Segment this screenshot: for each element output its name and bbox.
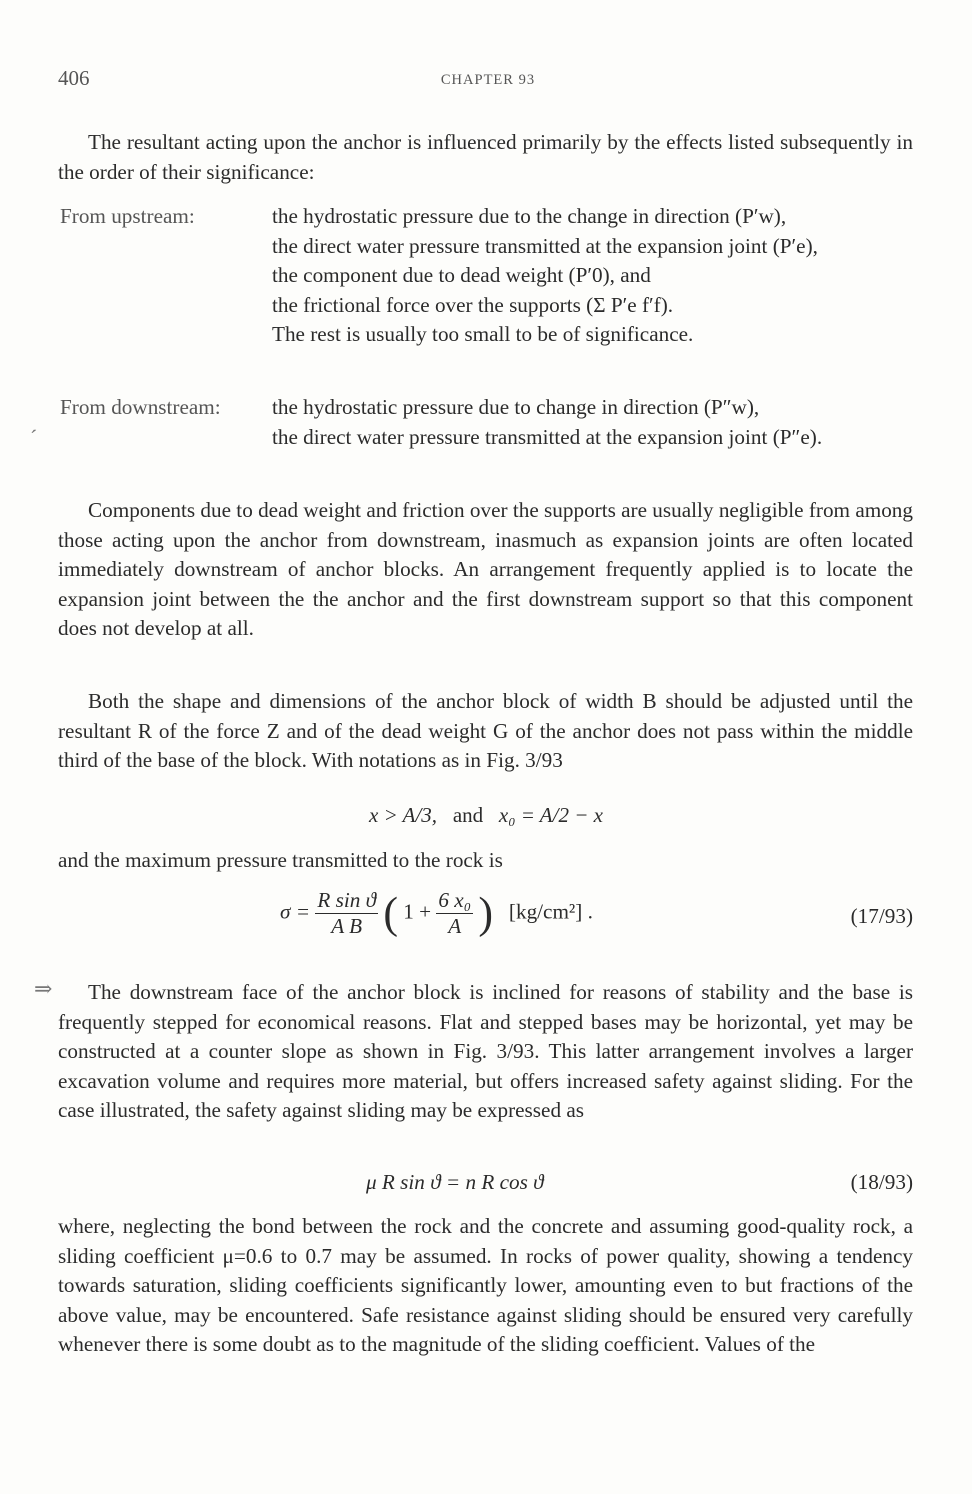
upstream-item: the hydrostatic pressure due to the change in direction (P′w), [272,204,787,228]
equation-17 [58,888,913,948]
downstream-item: the direct water pressure transmitted at the expansion joint (P″e). [272,424,823,449]
page-header [58,66,918,96]
margin-mark: ˊ [30,425,38,450]
equation-17-body [280,888,593,939]
eq-inner-numerator: 6 x₀ [438,888,472,912]
upstream-item: The rest is usually too small to be of significance. [272,322,694,346]
upstream-item: the direct water pressure transmitted at the expansion joint (P′e), [272,233,818,258]
upstream-item: the component due to dead weight (P′0), and [272,263,651,287]
paragraph-4 [58,846,913,876]
equation-number: (18/93) [850,1170,913,1194]
paragraph-3 [58,687,913,776]
eq-denominator: A B [331,914,363,938]
upstream-list [60,202,915,350]
eq-numerator: R sin ϑ [317,888,377,912]
paragraph-6 [58,1212,913,1360]
downstream-label: From downstream: [60,395,221,419]
paragraph-text: where, neglecting the bond between the rock and the concrete and assuming good-quality rock, a sliding coefficient μ=0.6 to 0.7 may be assumed. In rocks of power quality, showing a tendency towards saturation, sliding coefficients significantly lower, amounting even to but fractions of the above value, may be encountered. Safe resistance against sliding should be ensured very carefully whenever there is some doubt as to the magnitude of the sliding coefficient. Values of the [58,1214,913,1356]
downstream-item: the hydrostatic pressure due to change in direction (P″w), [272,395,760,419]
equation-18 [58,1170,913,1200]
paragraph-text: The downstream face of the anchor block is inclined for reasons of stability and the base is frequently stepped for economical reasons. Flat and stepped bases may be horizontal, yet may be constructed at a counter slope as shown in Fig. 3/93. This latter arrangement involves a larger excavation volume and requires more material, but offers increased safety against sliding. For the case illustrated, the safety against sliding may be expressed as [58,980,913,1122]
downstream-list [60,393,915,452]
formula-right: x₀ = A/2 − x [498,803,603,827]
eq-inner-denominator: A [448,914,462,938]
paragraph-2 [58,496,913,644]
margin-arrow-mark: ⇒ [34,976,53,1001]
intro-text: The resultant acting upon the anchor is influenced primarily by the effects listed subsequently in the order of their significance: [58,130,913,184]
formula-conj: and [452,803,484,827]
downstream-items [272,393,915,452]
eq-fraction [315,888,378,939]
eq-lhs: σ = [280,899,311,924]
eq-unit: [kg/cm²] . [508,899,593,924]
upstream-items [272,202,915,350]
inline-formula [0,803,972,828]
paragraph-5 [58,978,913,1126]
equation-number: (17/93) [850,904,913,928]
intro-paragraph [58,128,913,187]
upstream-item: the frictional force over the supports (Σ P′e f′f). [272,292,674,317]
running-head: CHAPTER 93 [440,72,536,88]
paragraph-text: Both the shape and dimensions of the anchor block of width B should be adjusted until the resultant R of the force Z and of the dead weight G of the anchor does not pass within the middle third of the base of the block. With notations as in Fig. 3/93 [58,689,913,772]
equation-18-body: μ R sin ϑ = n R cos ϑ [366,1170,544,1194]
eq-inner-fraction [436,888,473,939]
left-paren: ( [383,888,398,938]
page-number: 406 [58,66,90,90]
upstream-label: From upstream: [60,204,195,228]
paragraph-text: Components due to dead weight and friction over the supports are usually negligible from among those acting upon the anchor from downstream, inasmuch as expansion joints are often located immediately downstream of anchor blocks. An arrangement frequently applied is to locate the expansion joint between the the anchor and the first downstream support so that this component does not develop at all. [58,498,913,640]
eq-one-plus: 1 + [403,899,432,924]
right-paren: ) [478,888,494,938]
paragraph-text: and the maximum pressure transmitted to the rock is [58,848,503,872]
formula-left: x > A/3, [369,803,438,827]
